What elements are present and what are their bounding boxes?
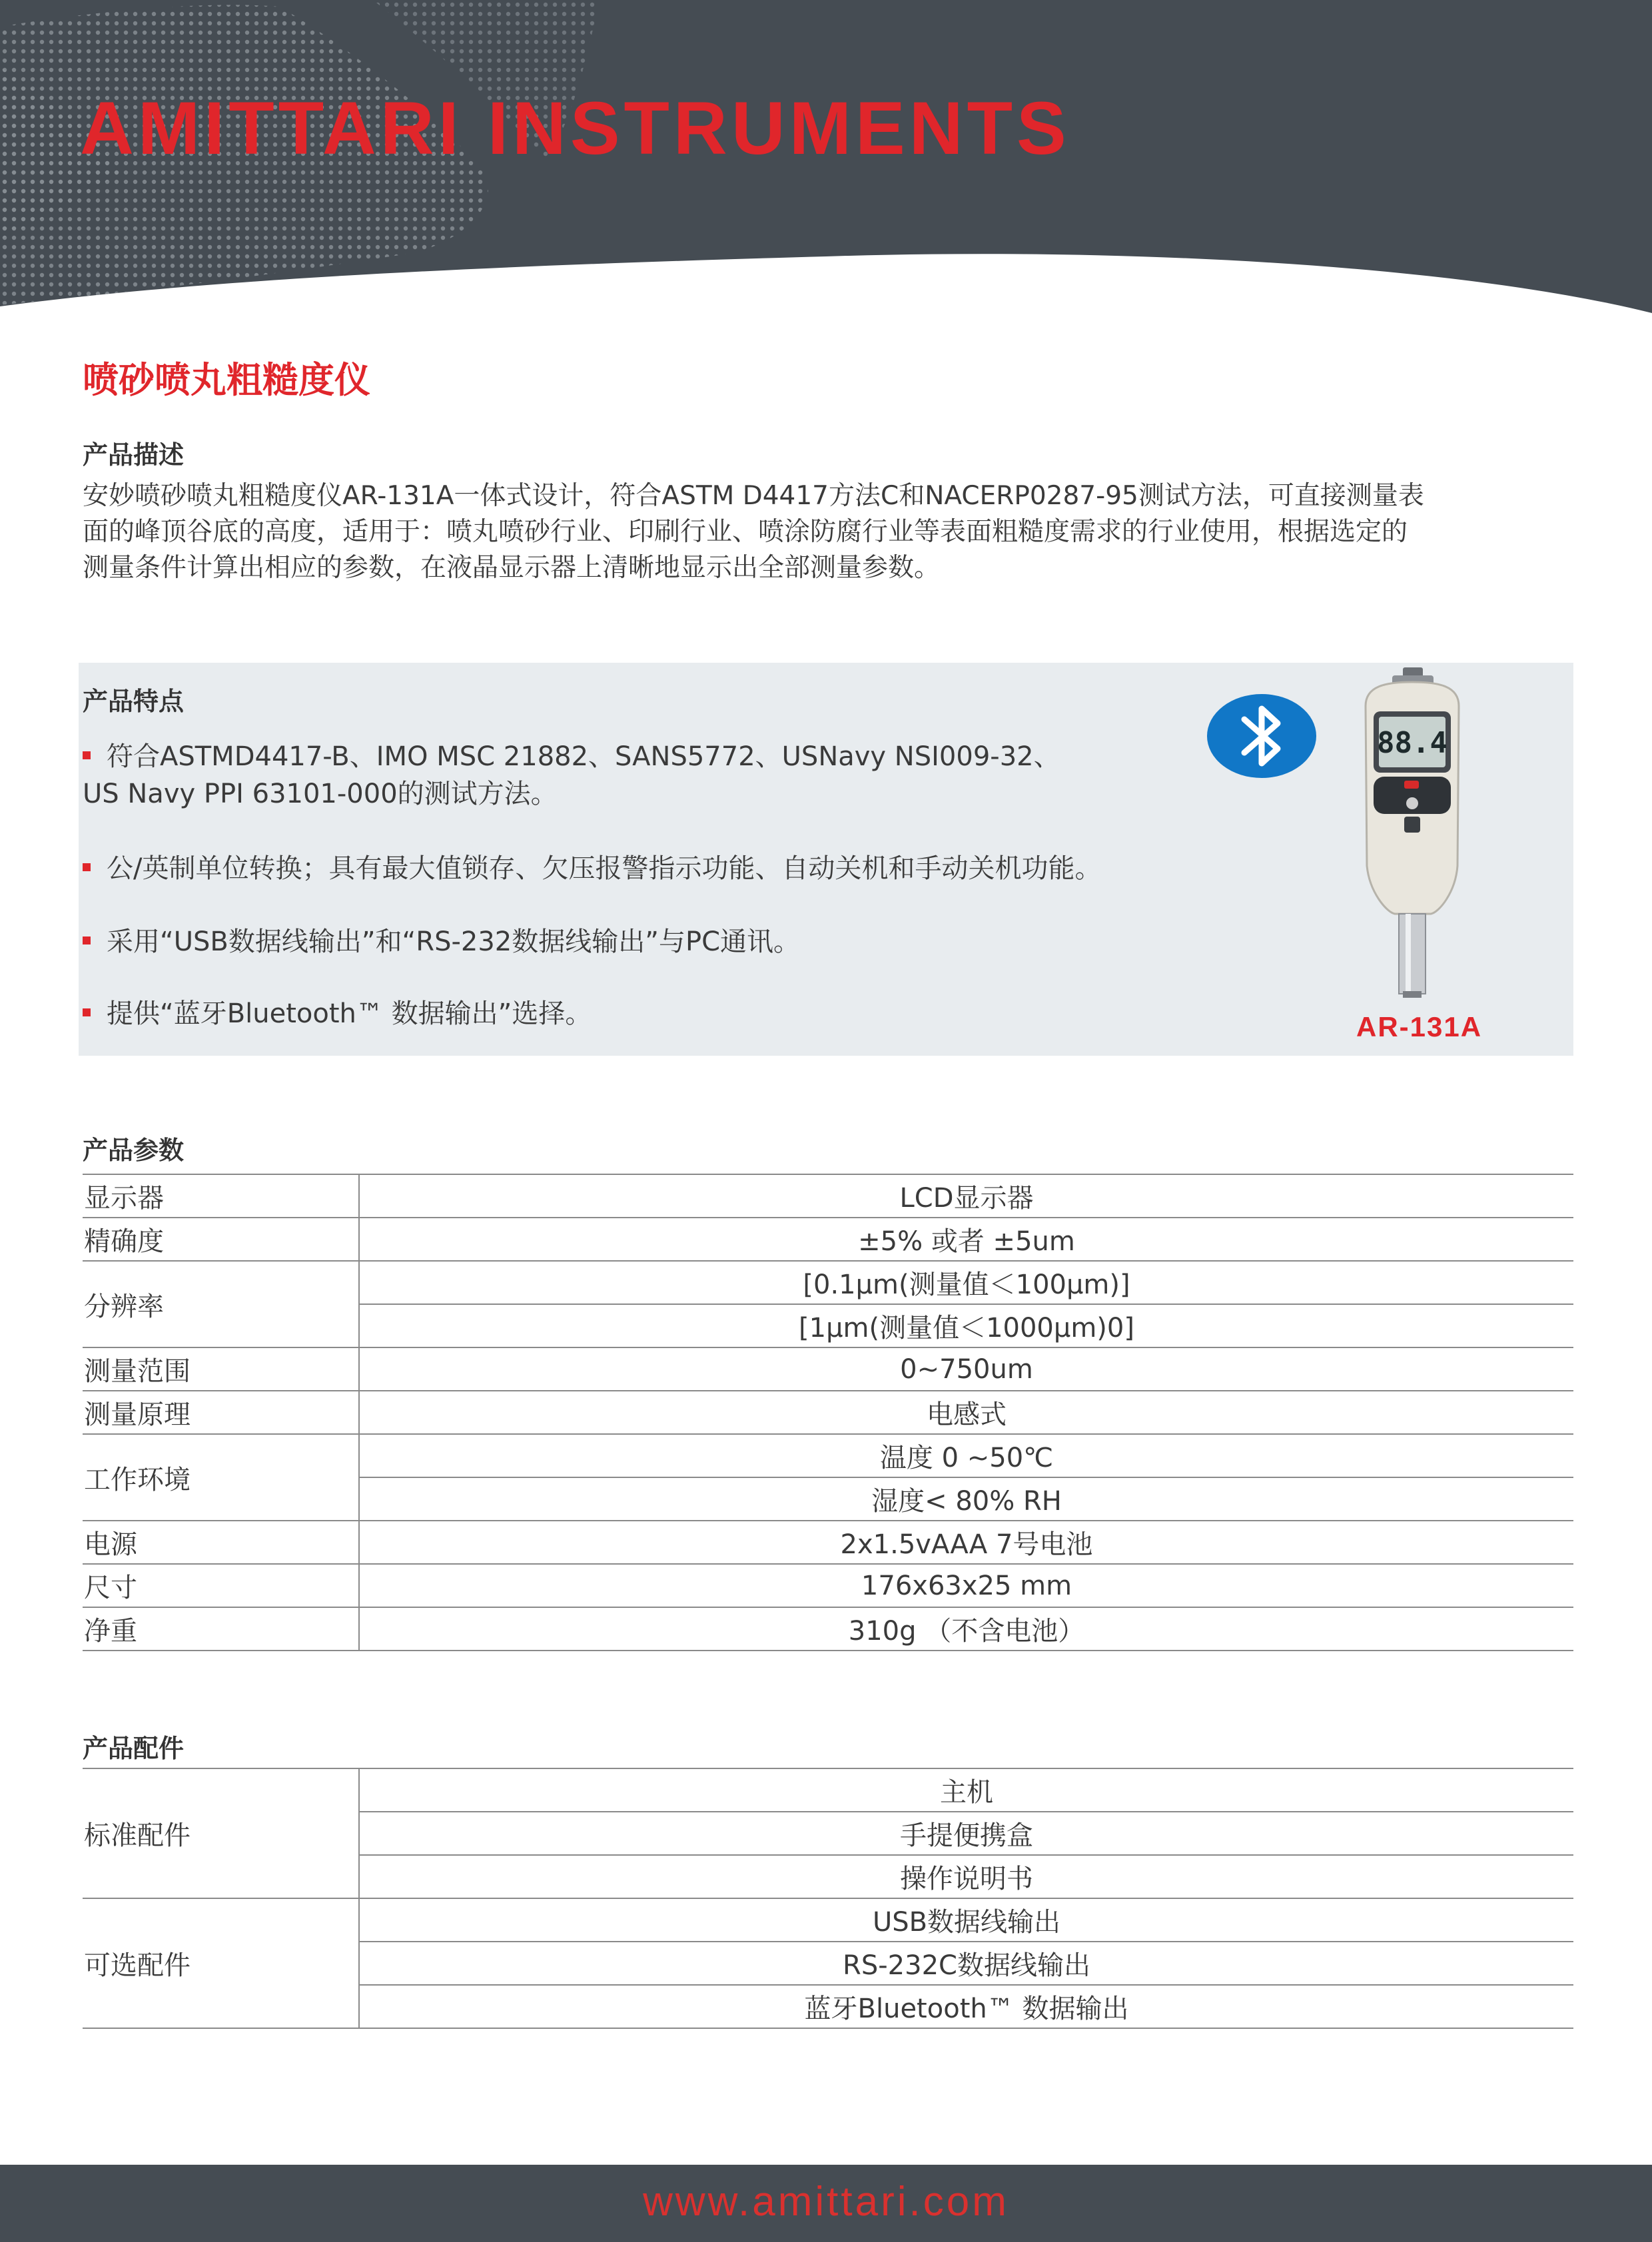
- accessory-value: 操作说明书: [359, 1855, 1573, 1898]
- param-value: 310g （不含电池）: [359, 1607, 1573, 1651]
- table-row: [83, 1218, 1573, 1261]
- param-label: 尺寸: [83, 1564, 359, 1607]
- param-value: 温度 0 ~50℃: [359, 1434, 1573, 1477]
- description-line: 面的峰顶谷底的高度，适用于：喷丸喷砂行业、印刷行业、喷涂防腐行业等表面粗糙度需求的行业使用，根据选定的: [83, 517, 1408, 547]
- param-value: 2x1.5vAAA 7号电池: [359, 1521, 1573, 1564]
- device-image: [1339, 666, 1485, 999]
- param-value: 湿度< 80% RH: [359, 1477, 1573, 1521]
- params-heading: 产品参数: [83, 1136, 185, 1165]
- param-value: [1μm(测量值＜1000μm)0]: [359, 1304, 1573, 1347]
- table-row: [83, 1564, 1573, 1607]
- website-link[interactable]: www.amittari.com: [643, 2179, 1009, 2225]
- feature-text: 符合ASTMD4417-B、IMO MSC 21882、SANS5772、USNavy NSI009-32、: [107, 741, 1060, 772]
- feature-item: [83, 923, 1188, 960]
- description-line: 安妙喷砂喷丸粗糙度仪AR-131A一体式设计，符合ASTM D4417方法C和NACERP0287-95测试方法，可直接测量表: [83, 481, 1424, 511]
- param-label: 净重: [83, 1607, 359, 1651]
- accessory-value: 蓝牙Bluetooth™ 数据输出: [359, 1985, 1573, 2028]
- bullet-icon: [83, 751, 91, 759]
- accessory-value: RS-232C数据线输出: [359, 1942, 1573, 1985]
- feature-item: [83, 995, 1188, 1032]
- bullet-icon: [83, 863, 91, 871]
- param-value: ±5% 或者 ±5um: [359, 1218, 1573, 1261]
- features-heading: 产品特点: [83, 687, 185, 716]
- accessories-heading: 产品配件: [83, 1734, 185, 1763]
- param-value: [0.1μm(测量值＜100μm)]: [359, 1261, 1573, 1304]
- accessory-value: USB数据线输出: [359, 1898, 1573, 1942]
- table-row: [83, 1434, 1573, 1477]
- model-label: AR-131A: [1356, 1011, 1483, 1042]
- bluetooth-icon: [1206, 693, 1318, 779]
- table-row: [83, 1347, 1573, 1391]
- table-row: [83, 1898, 1573, 1942]
- table-row: [83, 1174, 1573, 1218]
- param-value: 电感式: [359, 1391, 1573, 1434]
- param-label: 精确度: [83, 1218, 359, 1261]
- product-title: 喷砂喷丸粗糙度仪: [83, 359, 370, 401]
- param-value: 176x63x25 mm: [359, 1564, 1573, 1607]
- description-text: [83, 478, 1585, 586]
- footer-bar: [0, 2165, 1652, 2242]
- feature-text: 公/英制单位转换；具有最大值锁存、欠压报警指示功能、自动关机和手动关机功能。: [107, 853, 1102, 884]
- brand-name: AMITTARI INSTRUMENTS: [80, 87, 1070, 170]
- feature-item: [83, 738, 1188, 813]
- accessory-group-label: 可选配件: [83, 1898, 359, 2028]
- param-value: 0~750um: [359, 1347, 1573, 1391]
- accessory-value: 主机: [359, 1768, 1573, 1812]
- feature-text: 采用“USB数据线输出”和“RS-232数据线输出”与PC通讯。: [107, 927, 801, 957]
- params-table: [83, 1174, 1573, 1651]
- table-row: [83, 1607, 1573, 1651]
- param-label: 电源: [83, 1521, 359, 1564]
- feature-item: [83, 850, 1188, 887]
- accessories-table: [83, 1768, 1573, 2029]
- table-row: [83, 1521, 1573, 1564]
- param-label: 测量范围: [83, 1347, 359, 1391]
- param-value: LCD显示器: [359, 1174, 1573, 1218]
- description-heading: 产品描述: [83, 440, 185, 470]
- feature-text: US Navy PPI 63101-000的测试方法。: [83, 779, 558, 809]
- table-row: [83, 1391, 1573, 1434]
- header-banner: [0, 0, 1652, 313]
- feature-text: 提供“蓝牙Bluetooth™ 数据输出”选择。: [107, 998, 592, 1029]
- param-label: 显示器: [83, 1174, 359, 1218]
- table-row: [83, 1261, 1573, 1304]
- device-reading: 88.4: [1377, 726, 1447, 760]
- accessory-value: 手提便携盒: [359, 1812, 1573, 1855]
- accessory-group-label: 标准配件: [83, 1768, 359, 1898]
- bullet-icon: [83, 1008, 91, 1016]
- table-row: [83, 1768, 1573, 1812]
- param-label: 测量原理: [83, 1391, 359, 1434]
- description-line: 测量条件计算出相应的参数，在液晶显示器上清晰地显示出全部测量参数。: [83, 553, 941, 583]
- param-label: 工作环境: [83, 1434, 359, 1521]
- param-label: 分辨率: [83, 1261, 359, 1347]
- bullet-icon: [83, 936, 91, 944]
